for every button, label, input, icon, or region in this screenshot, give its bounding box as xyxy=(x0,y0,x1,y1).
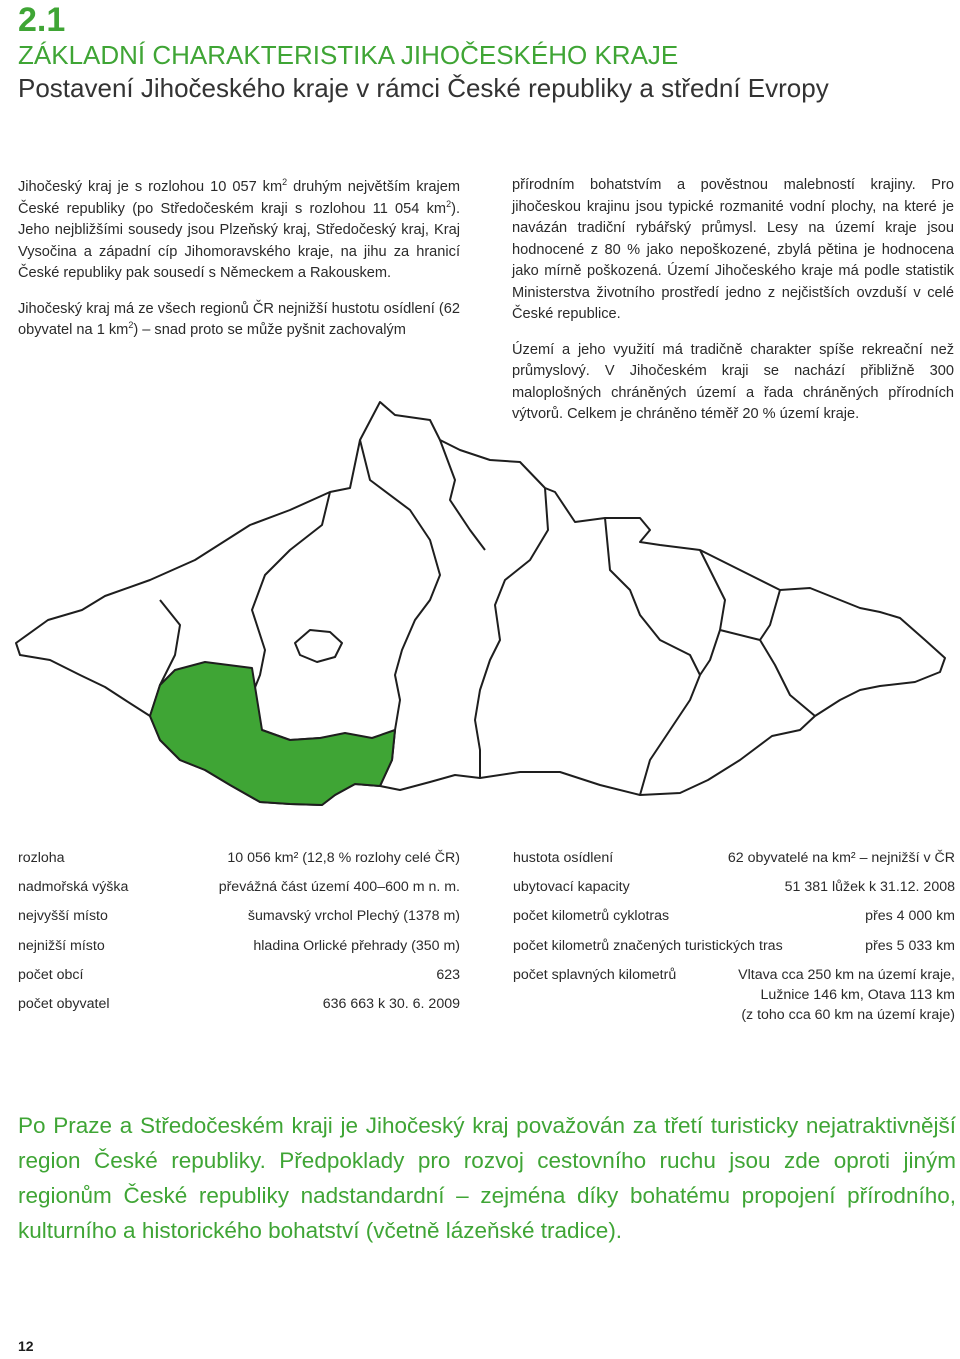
fact-label: počet obyvatel xyxy=(18,995,110,1012)
fact-row xyxy=(18,877,460,906)
fact-label: počet kilometrů cyklotras xyxy=(513,908,670,925)
country-outline xyxy=(16,402,945,805)
fact-row xyxy=(513,936,955,965)
fact-label: hustota osídlení xyxy=(513,850,614,866)
fact-label: nejvyšší místo xyxy=(18,908,108,925)
fact-value: 62 obyvatelé na km² – nejnižší v ČR xyxy=(727,850,955,866)
fact-value: hladina Orlické přehrady (350 m) xyxy=(253,937,460,954)
fact-value: 623 xyxy=(436,966,460,983)
fact-row xyxy=(18,936,460,965)
fact-row xyxy=(513,848,955,877)
fact-label: počet obcí xyxy=(18,966,84,983)
fact-value xyxy=(738,965,955,1025)
fact-row xyxy=(18,965,460,994)
fact-value: přes 4 000 km xyxy=(865,908,955,925)
fact-row xyxy=(513,877,955,906)
fact-row xyxy=(18,848,460,877)
fact-label: nejnižší místo xyxy=(18,937,105,954)
facts-table-right xyxy=(513,848,955,1025)
fact-label: počet kilometrů značených turistických tras xyxy=(513,937,783,954)
fact-label: počet splavných kilometrů xyxy=(513,966,677,983)
paragraph-population-density: Jihočeský kraj má ze všech regionů ČR nejnižší hustotu osídlení (62 obyvatel na 1 $km^2$) – snad proto se může pyšnit zachovalým xyxy=(18,300,460,338)
fact-label: rozloha xyxy=(18,850,65,866)
fact-value: 10 056 km² (12,8 % rozlohy celé ČR) xyxy=(227,850,460,866)
fact-row xyxy=(513,906,955,935)
fact-label: nadmořská výška xyxy=(18,879,129,896)
fact-value: šumavský vrchol Plechý (1378 m) xyxy=(247,908,460,925)
fact-value-line: (z toho cca 60 km na území kraje) xyxy=(741,1006,955,1023)
paragraph-area-neighbours: Jihočeský kraj je s rozlohou 10 057 $km^2$ druhým největším krajem České republiky (po Středočeském kraji s rozlohou 11 054 $km^2$). Jeho nejbližšími sousedy jsou Plzeňský kraj, Středočeský kraj, Kraj Vysočina a západní cíp Jihomoravského kraje, na jihu za hranicí České republiky pak sousedí s Německem a Rakouskem. xyxy=(18,177,460,281)
fact-value-line: Lužnice 146 km, Otava 113 km xyxy=(760,986,955,1003)
fact-value: 51 381 lůžek k 31.12. 2008 xyxy=(784,879,955,896)
fact-value: 636 663 k 30. 6. 2009 xyxy=(322,995,460,1012)
chapter-title: ZÁKLADNÍ CHARAKTERISTIKA JIHOČESKÉHO KRAJE xyxy=(18,40,679,70)
fact-value: převážná část území 400–600 m n. m. xyxy=(218,879,460,896)
left-text-column xyxy=(18,177,460,356)
fact-row xyxy=(18,906,460,935)
fact-row xyxy=(513,965,955,1025)
paragraph-land-use: Území a jeho využití má tradičně charakter spíše rekreační než průmyslový. V Jihočeském kraji se nachází přibližně 300 maloplošných chráněných území a řada chráněných přírodních výtvorů. Celkem je chráněno téměř 20 % území kraje. xyxy=(512,341,954,422)
czech-regions-map xyxy=(0,400,960,810)
chapter-subtitle: Postavení Jihočeského kraje v rámci České republiky a střední Evropy xyxy=(18,73,829,103)
facts-table-left xyxy=(18,848,460,1023)
fact-value-line: Vltava cca 250 km na území kraje, xyxy=(738,966,955,983)
fact-row xyxy=(18,994,460,1023)
highlight-statement: Po Praze a Středočeském kraji je Jihočeský kraj považován za třetí turisticky nejatraktivnější region České republiky. Předpoklady pro rozvoj cestovního ruchu jsou zde oproti jiným regionům České republiky nadstandardní – zejména díky bohatému propojení přírodního, kulturního a historického bohatství (včetně lázeňské tradice). xyxy=(18,1113,956,1243)
paragraph-nature: přírodním bohatstvím a pověstnou malebností krajiny. Pro jihočeskou krajinu jsou typické rozmanité vodní plochy, na které je navázán tradiční rybářský průmysl. Lesy na území kraje jsou hodnocené z 80 % jako nepoškozené, zbylá pětina je hodnocena jako mírně poškozená. Území Jihočeského kraje má podle statistik Ministerstva životního prostředí jedno z nejčistších ovzduší v celé České republice. xyxy=(512,177,954,322)
fact-value: přes 5 033 km xyxy=(865,937,955,954)
fact-label: ubytovací kapacity xyxy=(513,879,630,896)
section-number: 2.1 xyxy=(18,1,66,39)
page-number: 12 xyxy=(18,1338,34,1354)
